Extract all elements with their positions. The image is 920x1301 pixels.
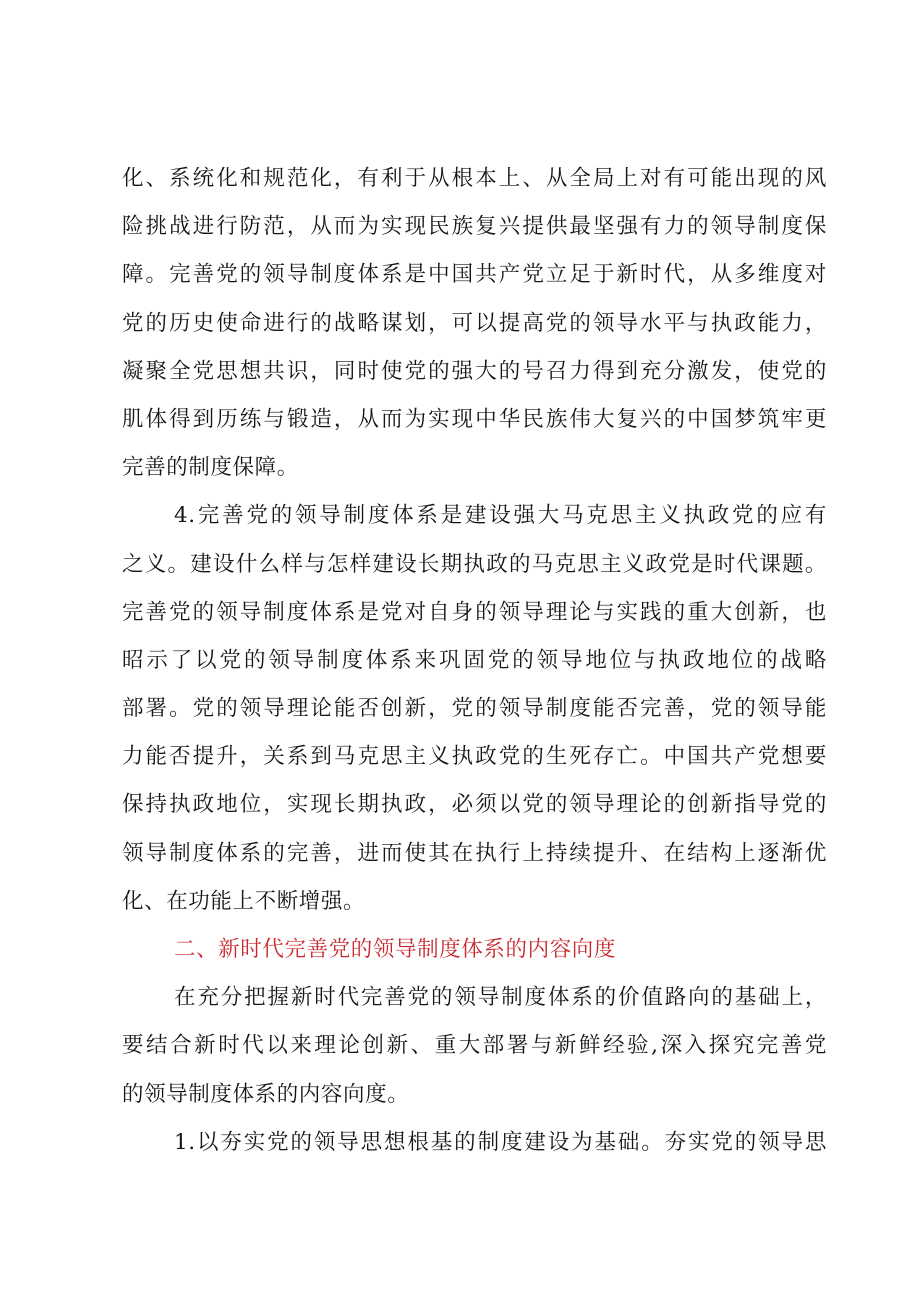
text-line: 的领导制度体系的内容向度。 [122,1081,410,1107]
text-line: 肌体得到历练与锻造，从而为实现中华民族伟大复兴的中国梦筑牢更 [122,406,827,432]
text-line: 党的历史使命进行的战略谋划，可以提高党的领导水平与执政能力， [122,310,827,336]
text-line: 要结合新时代以来理论创新、重大部署与新鲜经验,深入探究完善党 [122,1033,827,1059]
text-line: 在充分把握新时代完善党的领导制度体系的价值路向的基础上， [174,985,827,1011]
document-body [122,155,827,1167]
text-line: 凝聚全党思想共识，同时使党的强大的号召力得到充分激发，使党的 [122,358,827,384]
text-line: 化、在功能上不断增强。 [122,888,366,914]
text-line: 力能否提升，关系到马克思主义执政党的生死存亡。中国共产党想要 [122,744,827,770]
text-line: 保持执政地位，实现长期执政，必须以党的领导理论的创新指导党的 [122,792,827,818]
text-line: 部署。党的领导理论能否创新，党的领导制度能否完善，党的领导能 [122,696,827,722]
section-item-4-heading: 4.完善党的领导制度体系是建设强大马克思主义执政党的应有 [174,503,827,529]
text-line: 昭示了以党的领导制度体系来巩固党的领导地位与执政地位的战略 [122,647,827,673]
text-line: 领导制度体系的完善，进而使其在执行上持续提升、在结构上逐渐优 [122,840,827,866]
text-line: 之义。建设什么样与怎样建设长期执政的马克思主义政党是时代课题。 [122,551,827,577]
text-line: 障。完善党的领导制度体系是中国共产党立足于新时代，从多维度对 [122,262,827,288]
text-line: 完善的制度保障。 [122,455,299,481]
text-line: 完善党的领导制度体系是党对自身的领导理论与实践的重大创新，也 [122,599,827,625]
text-line: 险挑战进行防范，从而为实现民族复兴提供最坚强有力的领导制度保 [122,214,827,240]
text-line: 化、系统化和规范化，有利于从根本上、从全局上对有可能出现的风 [122,166,827,191]
section-heading: 二、新时代完善党的领导制度体系的内容向度 [174,937,617,962]
subsection-item-1-heading: 1.以夯实党的领导思想根基的制度建设为基础。夯实党的领导思 [174,1129,827,1155]
